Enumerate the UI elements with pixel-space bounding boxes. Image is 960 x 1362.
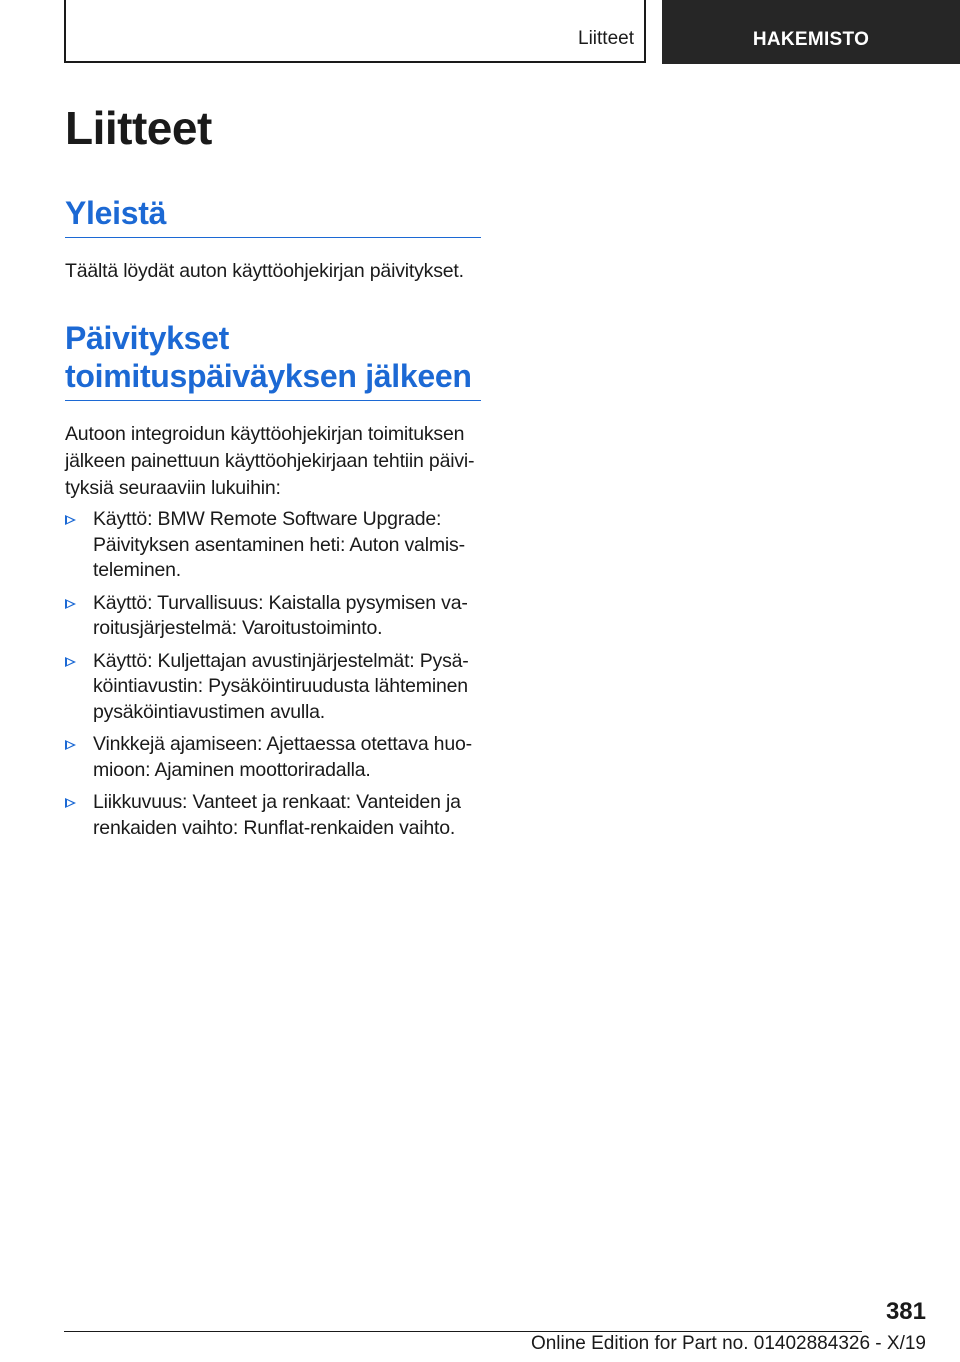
list-item[interactable] [65,732,481,783]
triangle-bullet-icon [65,740,76,750]
page-number: 381 [885,1298,926,1325]
list-item[interactable] [65,790,481,841]
section-title-updates-line2: toimituspäiväyksen jälkeen [65,358,472,394]
list-item-text: Käyttö: Turvallisuus: Kaistalla pysymisen varoitusjärjestelmä: Varoitustoiminto. [93,591,468,639]
list-item-text: Käyttö: Kuljettajan avustinjärjestelmät: Pysäköintiavustin: Pysäköintiruudusta lähteminen pysäköintiavustimen avulla. [93,649,469,723]
section-updates-intro: Autoon integroidun käyttöohjekirjan toimituksen jälkeen painettuun käyttöohjekirjaan tehtiin päivityksiä seuraaviin lukuihin: [65,423,475,499]
header-section-link[interactable]: Liitteet [578,28,634,49]
index-tab[interactable]: HAKEMISTO [662,0,960,64]
section-general-text: Täältä löydät auton käyttöohjekirjan päivitykset. [65,260,464,282]
section-title-updates-line1: Päivitykset [65,320,229,356]
main-content [65,100,481,848]
section-title-general: Yleistä [65,194,481,238]
footer-divider [64,1331,862,1332]
triangle-bullet-icon [65,599,76,609]
header-frame [64,0,646,63]
list-item-text: Liikkuvuus: Vanteet ja renkaat: Vanteiden ja renkaiden vaihto: Runflat-renkaiden vaihto. [93,791,461,839]
page-title: Liitteet [65,102,212,154]
footer-edition: Online Edition for Part no. 01402884326 - X/19 [530,1333,926,1354]
list-item[interactable] [65,591,481,642]
triangle-bullet-icon [65,798,76,808]
list-item[interactable] [65,507,481,584]
triangle-bullet-icon [65,657,76,667]
section-title-updates [65,319,481,401]
list-item-text: Käyttö: BMW Remote Software Upgrade: Päivityksen asentaminen heti: Auton valmisteleminen. [93,508,466,581]
triangle-bullet-icon [65,515,76,525]
list-item[interactable] [65,649,481,726]
update-list [65,507,481,841]
list-item-text: Vinkkejä ajamiseen: Ajettaessa otettava huomioon: Ajaminen moottoriradalla. [93,733,473,781]
